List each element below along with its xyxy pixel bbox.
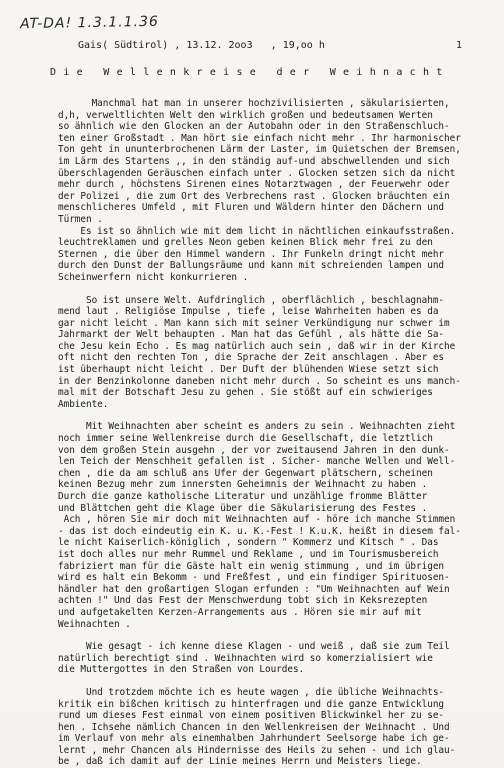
text-line: - das ist doch eindeutig ein K. u. K.-Fest ! K.u.K. heißt in diesem fal-: [58, 525, 461, 537]
text-line: achten !" Und das Fest der Menschwerdung tobt sich in Keksrezepten: [58, 595, 428, 607]
text-line: menschlicheres Umfeld , mit Fluren und Wäldern hinter den Dächern und: [58, 202, 445, 214]
text-line: fabriziert man für die Gäste halt ein wenig stimmung , und im übrigen: [58, 560, 445, 572]
text-line: So ist unsere Welt. Aufdringlich , oberflächlich , beschlagnahm-: [58, 294, 445, 306]
text-line: Jahrmarkt der Welt behaupten . Man hat das Gefühl , als hätte die Sa-: [58, 329, 445, 341]
text-line: che Jesu kein Echo . Es mag natürlich auch sein , daß wir in der Kirche: [58, 340, 456, 352]
text-line: mend laut . Religiöse Impulse , tiefe , leise Wahrheiten haben es da: [58, 306, 439, 318]
text-line: mehr durch , höchstens Sirenen eines Notarztwagen , der Feuerwehr oder: [58, 179, 450, 191]
text-line: gar nicht leicht . Man kann sich mit seiner Verkündigung nur schwer im: [58, 317, 450, 329]
text-line: noch immer seine Wellenkreise durch die Gesellschaft, die letztlich: [58, 433, 433, 445]
text-line: Es ist so ähnlich wie mit dem licht in nächtlichen einkaufsstraßen.: [58, 225, 456, 237]
text-line: Manchmal hat man in unserer hochzivilisierten , säkularisierten,: [58, 98, 450, 109]
text-line: Mit Weihnachten aber scheint es anders zu sein . Weihnachten zieht: [58, 421, 456, 433]
text-line: kritik ein bißchen kritisch zu hinterfragen und die ganze Entwicklung: [58, 698, 445, 710]
text-line: und Blättchen geht die Klage über die Säkularisierung des Festes .: [58, 502, 428, 514]
paragraph: [58, 421, 504, 630]
text-line: mal mit der Botschaft Jesu zu gehen . Sie stößt auf ein schwieriges: [58, 387, 433, 399]
text-line: Wie gesagt - ich kenne diese Klagen - und weiß , daß sie zum Teil: [58, 641, 450, 653]
text-line: d,h, verweltlichten Welt den wirklich großen und bedeutsamen Werten: [58, 109, 433, 121]
text-line: hen . Ichsehe nämlich Chancen in den Wellenkreisen der Weihnacht . Und: [58, 721, 450, 733]
text-line: händler hat den großartigen Slogan erfunden : "Um Weihnachten auf Wein: [58, 583, 450, 595]
paragraph: [58, 687, 504, 768]
place-date-line: Gais( Südtirol) , 13.12. 2oo3 , 19,oo h: [78, 40, 325, 51]
text-line: Ambiente.: [58, 398, 109, 410]
text-line: ten einer Großstadt . Man hört sie einfach nicht mehr . Ihr harmonischer: [58, 132, 461, 144]
document-title: Die Wellenkreise der Weihnacht: [50, 67, 450, 78]
text-line: und aufgetakelten Kerzen-Arrangements aus . Hören sie mir auf mit: [58, 606, 422, 618]
text-line: von dem großen Stein ausgehn , der vor zweitausend Jahren in den dunk-: [58, 444, 450, 456]
text-line: be , daß ich damit auf der Linie meines Herrn und Meisters liege.: [58, 756, 422, 768]
text-line: Weihnachten .: [58, 618, 131, 630]
text-line: rund um dieses Fest einmal von einem positiven Blickwinkel her zu se-: [58, 710, 445, 722]
text-line: überschlagenden Geräuschen einfach unter . Glocken setzen sich da nicht: [58, 167, 456, 179]
text-line: Und trotzdem möchte ich es heute wagen , die übliche Weihnachts-: [58, 686, 445, 698]
text-line: chen , die da am schluß ans Ufer der Gegenwart plätschern, scheinen: [58, 467, 433, 479]
paragraph: [58, 641, 504, 676]
text-line: Ach , hören Sie mir doch mit Weihnachten auf - höre ich manche Stimmen: [58, 514, 456, 526]
text-line: im Verlauf von mehr als einemhalben Jahrhundert Seelsorge habe ich ge-: [58, 733, 450, 745]
text-line: ist überhaupt nicht leicht . Der Duft der blühenden Wiese setzt sich: [58, 364, 439, 376]
text-line: oft nicht den rechten Ton , die Sprache der Zeit anschlagen . Aber es: [58, 352, 445, 364]
page-number: 1: [456, 40, 463, 51]
text-line: der Polizei , die zum Ort des Verbrechens rast . Glocken bräuchten ein: [58, 190, 450, 202]
text-line: ist doch alles nur mehr Rummel und Reklame , und im Tourismusbereich: [58, 548, 439, 560]
text-line: wird es halt ein Bekomm - und Freßfest , und ein findiger Spirituosen-: [58, 572, 450, 584]
text-line: Sternen , die über den Himmel wandern . Ihr Funkeln dringt nicht mehr: [58, 248, 445, 260]
text-line: le nicht Kaiserlich-königlich , sondern " Kommerz und Kitsch " . Das: [58, 537, 439, 549]
text-line: len Teich der Menschheit gefallen ist . Sicher- manche Wellen und Well-: [58, 456, 456, 468]
text-line: natürlich berechtigt sind . Weihnachten wird so komerzialisiert wie: [58, 652, 433, 664]
text-line: leuchtreklamen und grelles Neon geben keinen Blick mehr frei zu den: [58, 237, 433, 249]
text-line: Scheinwerfern nicht konkurrieren .: [58, 271, 249, 283]
archive-stamp: AT-DA! 1.3.1.1.36: [19, 13, 159, 33]
text-line: im Lärm des Startens ,, in den ständig auf-und abschwellenden und sich: [58, 155, 450, 167]
text-line: Türmen .: [58, 213, 103, 225]
document-body: [58, 98, 504, 768]
text-line: durch den Dunst der Ballungsräume und kann mit schreienden lampen und: [58, 260, 445, 272]
text-line: Durch die ganze katholische Literatur und unzählige fromme Blätter: [58, 491, 428, 502]
text-line: in der Benzinkolonne daneben nicht mehr durch . So scheint es uns manch-: [58, 375, 461, 387]
text-line: Ton geht in ununterbrochenen Lärm der Laster, im Quietschen der Bremsen,: [58, 144, 461, 156]
paragraph: [58, 295, 504, 411]
text-line: keinen Bezug mehr zum innersten Geheimnis der Weihnacht zu haben .: [58, 479, 428, 491]
paragraph: [58, 98, 504, 284]
text-line: die Muttergottes in den Straßen von Lourdes.: [58, 664, 305, 676]
text-line: lernt , mehr Chancen als Hindernisse des Heils zu sehen - und ich glau-: [58, 744, 456, 756]
text-line: so ähnlich wie den Glocken an der Autobahn oder in den Straßenschluch-: [58, 121, 450, 133]
